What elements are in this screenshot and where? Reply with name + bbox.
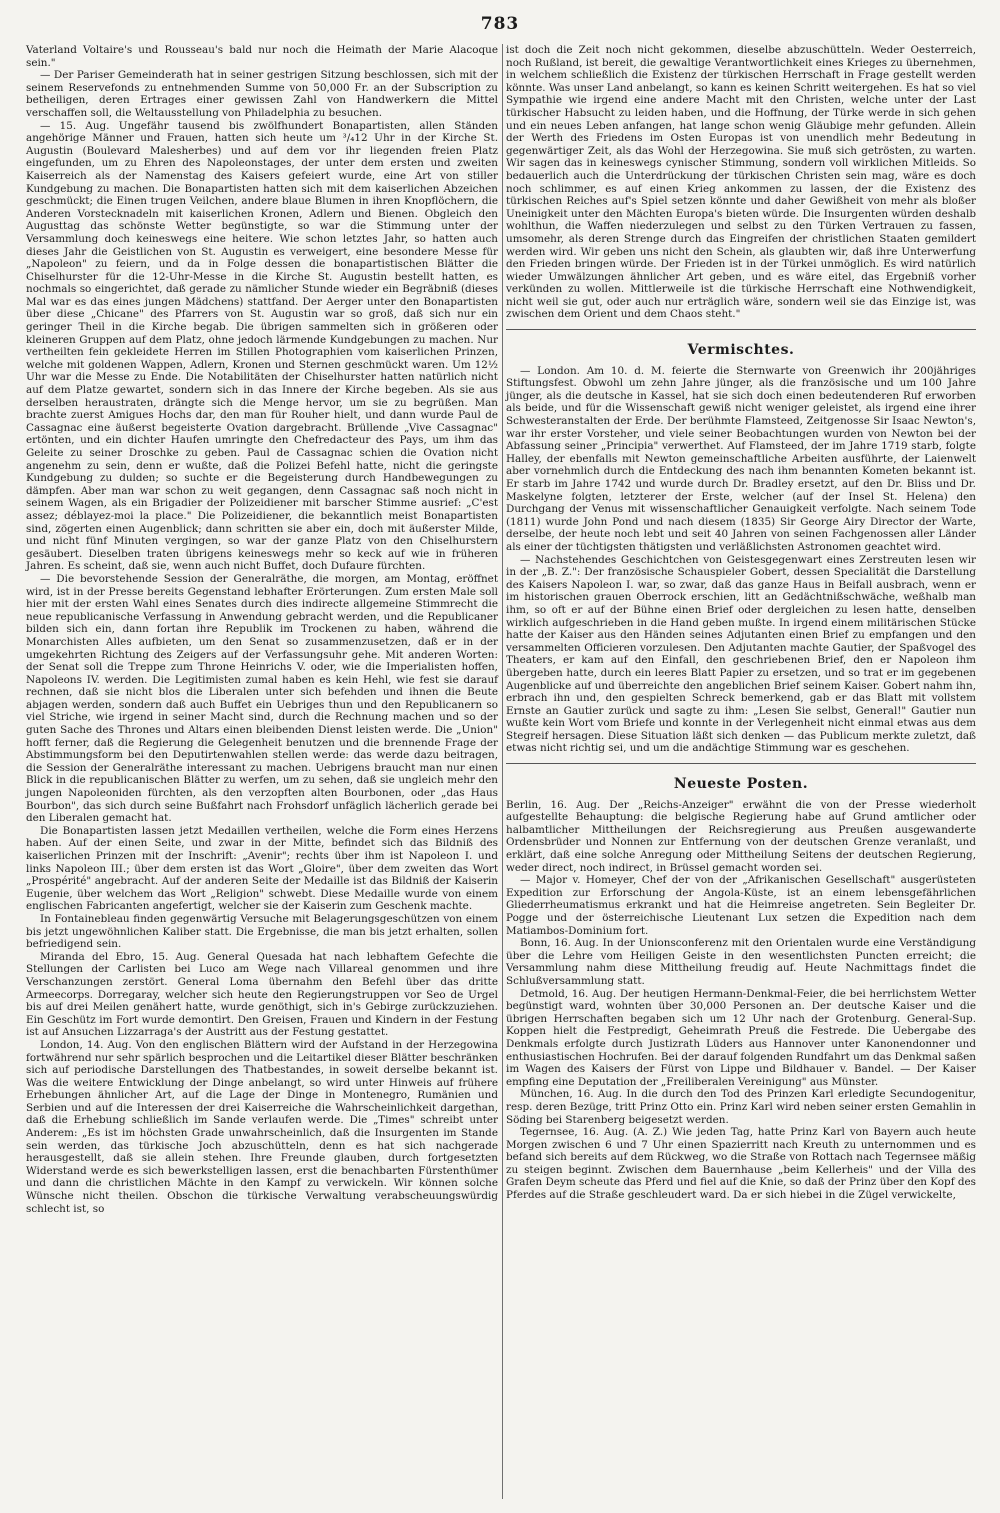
section-heading-misc: Vermischtes. bbox=[687, 342, 795, 359]
article-paragraph: — 15. Aug. Ungefähr tausend bis zwölfhundert Bonapartisten, allen Ständen angehörige Männer und Frauen, hatten sich heute um ³/₄12 Uhr in der Kirche St. Augustin (Boulevard Malesherbes) und auf dem vor ihr liegenden freien Platz eingefunden, um zu Ehren des Napoleonstages, der unter dem ersten und zweiten Kaiserreich als der Namenstag des Kaisers gefeiert wurde, eine Art von stiller Kundgebung zu machen. Die Bonapartisten hatten sich mit dem kaiserlichen Abzeichen geschmückt; die Einen trugen Veilchen, andere blaue Blumen in ihren Knopflöchern, die Anderen Vorstecknadeln mit kaiserlichen Kronen, Adlern und Bienen. Obgleich den Augusttag das schönste Wetter begünstigte, so war die Stimmung unter der Versammlung doch keineswegs eine heitere. Wie schon letztes Jahr, so hatten auch dieses Jahr die Geistlichen von St. Augustin es verweigert, eine besondere Messe für „Napoleon" zu feiern, und da in Folge dessen die bonapartistischen Blätter die Chiselhurster für die 12-Uhr-Messe in die Kirche St. Augustin bestellt hatten, es nochmals so eingerichtet, daß gerade zu nämlicher Stunde wieder ein Begräbniß (dieses Mal war es das eines jungen Mädchens) stattfand. Der Aerger unter den Bonapartisten über diese „Chicane" des Pfarrers von St. Augustin war so groß, daß sich nur ein geringer Theil in die Kirche begab. Die übrigen sammelten sich in größeren oder kleineren Gruppen auf dem Platz, ohne jedoch lärmende Kundgebungen zu machen. Nur vertheilten fein gekleidete Herren im Stillen Photographien vom kaiserlichen Prinzen, welche mit goldenen Wappen, Adlern, Kronen und Sternen geschmückt waren. Um 12½ Uhr war die Messe zu Ende. Die Notabilitäten der Chiselhurster hatten natürlich nicht auf dem Platze gewartet, sondern sich in das Innere der Kirche begeben. Als sie aus derselben heraustraten, drängte sich die Menge hervor, um sie zu begrüßen. Man brachte zuerst Amigues Hochs dar, den man für Rouher hielt, und dann wurde Paul de Cassagnac eine äußerst begeisterte Ovation dargebracht. Brüllende „Vive Cassagnac" ertönten, und ein dichter Haufen umringte den Chefredacteur des Pays, um ihm das Geleite zu seiner Droschke zu geben. Paul de Cassagnac schien die Ovation nicht angenehm zu sein, denn er wußte, daß die Polizei Befehl hatte, nicht die geringste Kundgebung zu dulden; so suchte er die Begeisterung durch Handbewegungen zu dämpfen. Aber man war schon zu weit gegangen, denn Cassagnac saß noch nicht in seinem Wagen, als ein Brigadier der Polizeidiener mit barscher Stimme ausrief: „C'est assez; déblayez-moi la place." Die Polizeidiener, die bekanntlich meist Bonapartisten sind, zögerten einen Augenblick; dann schritten sie aber ein, doch mit äußerster Milde, und nicht fünf Minuten vergingen, so war der ganze Platz von den Chiselhurstern gesäubert. Dieselben traten übrigens keineswegs mehr so keck auf wie in früheren Jahren. Es scheint, daß sie, wenn auch nicht Buffet, doch Dufaure fürchten. bbox=[26, 119, 498, 573]
article-paragraph: — London. Am 10. d. M. feierte die Sternwarte von Greenwich ihr 200jähriges Stiftungsfest. Obwohl um zehn Jahre jünger, als die französische und um 100 Jahre jünger, als die deutsche in Kassel, hat sie sich doch einen bedeutenderen Ruf erworben als beide, und für die Wissenschaft gewiß nicht weniger geleistet, als irgend eine ihrer Schwesteranstalten der Erde. Der berühmte Flamsteed, Zeitgenosse Sir Isaac Newton's, war ihr erster Vorsteher, und viele seiner Beobachtungen wurden von Newton bei der Abfassung seiner „Principia" verwerthet. Auf Flamsteed, der im Jahre 1719 starb, folgte Halley, der ebenfalls mit Newton gemeinschaftliche Arbeiten ausführte, der Laienwelt aber vornehmlich durch die Entdeckung des nach ihm benannten Kometen bekannt ist. Er starb im Jahre 1742 und wurde durch Dr. Bradley ersetzt, auf den Dr. Bliss und Dr. Maskelyne folgten, letzterer der Erste, welcher (auf der Insel St. Helena) den Durchgang der Venus mit wissenschaftlicher Genauigkeit verfolgte. Nach seinem Tode (1811) wurde John Pond und nach diesem (1835) Sir George Airy Director der Warte, derselbe, der heute noch lebt und seit 40 Jahren von seinen Fachgenossen aller Länder als einer der tüchtigsten thätigsten und verläßlichsten Astronomen geachtet wird. bbox=[506, 364, 976, 553]
article-paragraph: — Der Pariser Gemeinderath hat in seiner gestrigen Sitzung beschlossen, sich mit der seinem Reservefonds zu entnehmenden Summe von 50,000 Fr. an der Subscription zu betheiligen, deren Ertrages einer gewissen Zahl von Handwerkern die Mittel verschaffen soll, die Weltausstellung von Philadelphia zu besuchen. bbox=[26, 69, 498, 119]
article-paragraph: Tegernsee, 16. Aug. (A. Z.) Wie jeden Tag, hatte Prinz Karl von Bayern auch heute Morgen zwischen 6 und 7 Uhr einen Spazierritt nach Kreuth zu unternommen und es befand sich bereits auf dem Rückweg, wo die Straße von Rottach nach Tegernsee mäßig zu steigen beginnt. Zwischen dem Bauernhause „beim Kellerheis" und der Villa des Grafen Deym scheute das Pferd und fiel auf die Knie, so daß der Prinz über den Kopf des Pferdes auf die Straße geschleudert ward. Da er sich hiebei in die Zügel verwickelte, bbox=[506, 1126, 976, 1202]
article-paragraph: — Major v. Homeyer, Chef der von der „Afrikanischen Gesellschaft" ausgerüsteten Expedition zur Erforschung der Angola-Küste, ist an einem lebensgefährlichen Gliederrheumatismus erkrankt und hat die Heimreise angetreten. Sein Begleiter Dr. Pogge und der österreichische Lieutenant Lux setzen die Expedition nach dem Matiambos-Dominium fort. bbox=[506, 874, 976, 937]
column-divider bbox=[502, 44, 503, 1499]
page-number: 783 bbox=[480, 14, 520, 34]
right-column bbox=[506, 44, 976, 1202]
article-paragraph: Vaterland Voltaire's und Rousseau's bald nur noch die Heimath der Marie Alacoque sein." bbox=[26, 44, 498, 69]
article-paragraph: Berlin, 16. Aug. Der „Reichs-Anzeiger" erwähnt die von der Presse wiederholt aufgestellte Behauptung: die belgische Regierung habe auf Grund amtlicher oder halbamtlicher Mittheilungen der Reichsregierung aus Preußen ausgewanderte Ordensbrüder und Nonnen zur Entfernung von der deutschen Grenze veranlaßt, und erklärt, daß eine solche Anregung oder Mittheilung Seitens der deutschen Regierung, weder direct, noch indirect, in Brüssel gemacht worden sei. bbox=[506, 798, 976, 874]
article-paragraph: Die Bonapartisten lassen jetzt Medaillen vertheilen, welche die Form eines Herzens haben. Auf der einen Seite, und zwar in der Mitte, befindet sich das Bildniß des kaiserlichen Prinzen mit der Inschrift: „Avenir"; rechts über ihm ist Napoleon I. und links Napoleon III.; über dem ersten ist das Wort „Gloire", über dem zweiten das Wort „Prospérité" angebracht. Auf der anderen Seite der Medaille ist das Bildniß der Kaiserin Eugenie, über welchem das Wort „Religion" schwebt. Diese Medaille wurde von einem englischen Fabricanten angefertigt, welcher sie der Kaiserin zum Geschenk machte. bbox=[26, 824, 498, 913]
article-paragraph: ist doch die Zeit noch nicht gekommen, dieselbe abzuschütteln. Weder Oesterreich, noch Rußland, ist bereit, die gewaltige Verantwortlichkeit eines Krieges zu übernehmen, in welchem schließlich die Existenz der türkischen Herrschaft in Frage gestellt werden könnte. Was unser Land anbelangt, so kann es keinen Schritt weitergehen. Es hat so viel Sympathie wie irgend eine andere Macht mit den Christen, welche unter der Last türkischer Habsucht zu leiden haben, und die Hoffnung, der Türke werde in sich gehen und ein neues Leben anfangen, hat lange schon wenig Gläubige mehr gefunden. Allein der Werth des Friedens im Osten Europas ist von unendlich mehr Bedeutung in gegenwärtiger Zeit, als das Wohl der Herzegowina. Sie muß sich getrösten, zu warten. Wir sagen das in keineswegs cynischer Stimmung, sondern voll wirklichen Mitleids. So bedauerlich auch die Unterdrückung der türkischen Christen sein mag, wäre es doch noch schlimmer, es auf einen Krieg ankommen zu lassen, der die Existenz des türkischen Reiches auf's Spiel setzen könnte und daher Gewißheit von mehr als bloßer Uneinigkeit unter den Mächten Europa's bieten würde. Die Insurgenten würden deshalb wohlthun, die Waffen niederzulegen und selbst zu den Türken Vertrauen zu fassen, umsomehr, als deren Strenge durch das Eingreifen der christlichen Staaten gemildert werden wird. Wir geben uns nicht den Schein, als glaubten wir, daß ihre Unterwerfung den Frieden bringen würde. Der Frieden ist in der Türkei unmöglich. Es wird natürlich wieder Umwälzungen ähnlicher Art geben, und es wäre eitel, das Ergebniß vorher verkünden zu wollen. Mittlerweile ist die türkische Herrschaft eine Nothwendigkeit, nicht weil sie gut, oder auch nur erträglich wäre, sondern weil sie das Einzige ist, was zwischen dem Orient und dem Chaos steht." bbox=[506, 44, 976, 321]
article-paragraph: — Nachstehendes Geschichtchen von Geistesgegenwart eines Zerstreuten lesen wir in der „B. Z.": Der französische Schauspieler Gobert, dessen Specialität die Darstellung des Kaisers Napoleon I. war, so zwar, daß das ganze Haus in Beifall ausbrach, wenn er im historischen grauen Oberrock erschien, litt an Gedächtnißschwäche, weßhalb man ihm, so oft er auf der Bühne einen Brief oder dergleichen zu lesen hatte, denselben wirklich aufgeschrieben in die Hand geben mußte. In irgend einem militärischen Stücke hatte der Kaiser aus den Händen seines Adjutanten einen Brief zu empfangen und den versammelten Officieren vorzulesen. Den Adjutanten machte Gautier, der Spaßvogel des Theaters, er kam auf den Einfall, den geschriebenen Brief, den er Napoleon ihm übergeben hatte, durch ein leeres Blatt Papier zu ersetzen, und so trat er im gegebenen Augenblicke auf und überreichte den angeblichen Brief seinem Kaiser. Gobert nahm ihn, erbrach ihn und, den gespielten Schreck bemerkend, gab er das Blatt mit vollstem Ernste an Gautier zurück und sagte zu ihm: „Lesen Sie selbst, General!" Gautier nun wußte kein Wort vom Briefe und konnte in der Verlegenheit nicht einmal etwas aus dem Stegreif hersagen. Diese Situation läßt sich denken — das Publicum merkte zuletzt, daß etwas nicht richtig sei, und um die andächtige Stimmung war es geschehen. bbox=[506, 553, 976, 755]
article-paragraph: Detmold, 16. Aug. Der heutigen Hermann-Denkmal-Feier, die bei herrlichstem Wetter begünstigt ward, wohnten über 30,000 Personen an. Der deutsche Kaiser und die übrigen Herrschaften begaben sich um 12 Uhr nach der Grotenburg. General-Sup. Koppen hielt die Festpredigt, Geheimrath Preuß die Festrede. Die Uebergabe des Denkmals erfolgte durch Justizrath Lüders aus Hannover unter Kanonendonner und enthusiastischen Hochrufen. Bei der darauf folgenden Rundfahrt um das Denkmal saßen im Wagen des Kaisers der Fürst von Lippe und Bildhauer v. Bandel. — Der Kaiser empfing eine Deputation der „Freiliberalen Vereinigung" aus Münster. bbox=[506, 987, 976, 1088]
article-paragraph: Bonn, 16. Aug. In der Unionsconferenz mit den Orientalen wurde eine Verständigung über die Lehre vom Heiligen Geiste in den wesentlichsten Puncten erreicht; die Versammlung nahm diese Mittheilung freudig auf. Heute Nachmittags findet die Schlußversammlung statt. bbox=[506, 937, 976, 987]
section-divider bbox=[506, 329, 976, 330]
section-heading-news: Neueste Posten. bbox=[673, 776, 809, 793]
article-paragraph: München, 16. Aug. In die durch den Tod des Prinzen Karl erledigte Secundogenitur, resp. deren Bezüge, tritt Prinz Otto ein. Prinz Karl wird neben seiner ersten Gemahlin in Söding bei Starenberg beigesetzt werden. bbox=[506, 1088, 976, 1126]
article-paragraph: Miranda del Ebro, 15. Aug. General Quesada hat nach lebhaftem Gefechte die Stellungen der Carlisten bei Luco am Wege nach Villareal genommen und ihre Verschanzungen zerstört. General Loma übernahm den Befehl über das dritte Armeecorps. Dorregaray, welcher sich heute den Regierungstruppen vor Seo de Urgel bis auf drei Meilen genähert hatte, wurde genöthigt, sich in's Gebirge zurückzuziehen. Ein Geschütz im Fort wurde demontirt. Den Greisen, Frauen und Kindern in der Festung ist auf Ansuchen Lizzarraga's der Austritt aus der Festung gestattet. bbox=[26, 950, 498, 1039]
article-paragraph: — Die bevorstehende Session der Generalräthe, die morgen, am Montag, eröffnet wird, ist in der Presse bereits Gegenstand lebhafter Erörterungen. Zum ersten Male soll hier mit der ersten Wahl eines Senates durch dies indirecte allgemeine Stimmrecht die neue republicanische Verfassung in Anwendung gebracht werden, und die Republicaner bilden sich ein, dann fortan ihre Republik im Trockenen zu haben, während die Monarchisten Alles aufbieten, um den Senat so zusammenzusetzen, daß er in der umgekehrten Richtung des Zeigers auf der Verfassungsuhr gehe. Mit anderen Worten: der Senat soll die Treppe zum Throne Heinrichs V. oder, wie die Imperialisten hoffen, Napoleons IV. werden. Die Legitimisten zumal haben es kein Hehl, wie fest sie darauf rechnen, daß sie nicht blos die Liberalen unter sich befehden und ihnen die Beute abjagen werden, sondern daß auch Buffet ein Uebriges thun und den Republicanern so viel Striche, wie irgend in seiner Macht sind, durch die Rechnung machen und so der guten Sache des Thrones und Altars einen bleibenden Dienst leisten werde. Die „Union" hofft ferner, daß die Regierung die Gelegenheit benutzen und die brennende Frage der Abstimmungsform bei den Deputirtenwahlen stellen werde: das werde dazu beitragen, die Session der Generalräthe interessant zu machen. Uebrigens braucht man nur einen Blick in die republicanischen Blätter zu werfen, um zu sehen, daß sie ungleich mehr den jungen Napoleoniden fürchten, als den verzopften alten Bourbonen, oder „das Haus Bourbon", das sich durch seine Bußfahrt nach Frohsdorf unfäglich lächerlich gerade bei den Liberalen gemacht hat. bbox=[26, 572, 498, 825]
article-paragraph: In Fontainebleau finden gegenwärtig Versuche mit Belagerungsgeschützen von einem bis jetzt ungewöhnlichen Kaliber statt. Die Ergebnisse, die man bis jetzt erhalten, sollen befriedigend sein. bbox=[26, 912, 498, 951]
left-column bbox=[26, 44, 498, 1215]
section-divider bbox=[506, 763, 976, 764]
article-paragraph: London, 14. Aug. Von den englischen Blättern wird der Aufstand in der Herzegowina fortwährend nur sehr spärlich besprochen und die Leitartikel dieser Blätter beschränken sich auf periodische Darstellungen des Thatbestandes, in soweit derselbe bekannt ist. Was die weitere Entwicklung der Dinge anbelangt, so wird unter Hinweis auf frühere Erhebungen ähnlicher Art, auf die Lage der Dinge in Montenegro, Rumänien und Serbien und auf die Interessen der drei Kaiserreiche die Wahrscheinlichkeit dargethan, daß die Erhebung schließlich im Sande verlaufen werde. Die „Times" schreibt unter Anderem: „Es ist im höchsten Grade unwahrscheinlich, daß die Insurgenten im Stande sein werden, das türkische Joch abzuschütteln, denn es hat sich nachgerade herausgestellt, daß sie allein stehen. Ihre Freunde glauben, durch fortgesetzten Widerstand werde es sich bewerkstelligen lassen, erst die benachbarten Fürstenthümer und dann die christlichen Mächte in den Kampf zu verwickeln. Wir können solche Wünsche nicht theilen. Obschon die türkische Verwaltung verabscheuungswürdig schlecht ist, so bbox=[26, 1038, 498, 1215]
